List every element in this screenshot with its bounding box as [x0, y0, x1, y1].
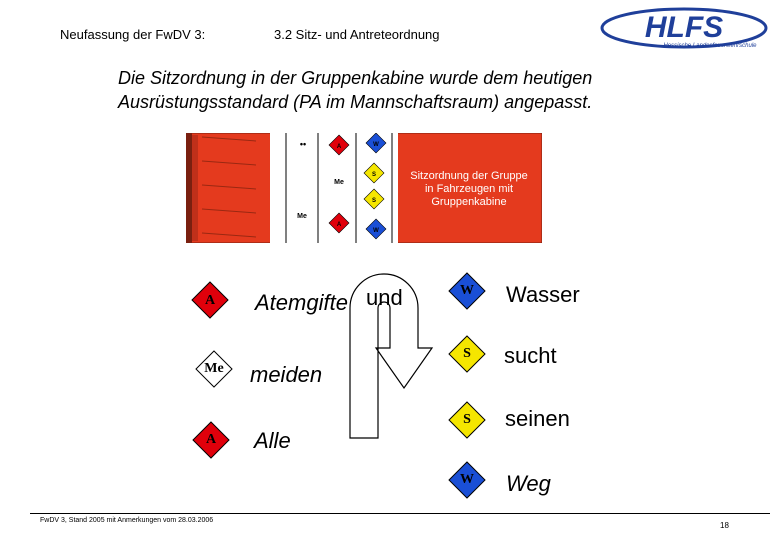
- logo-text: HLFS: [644, 11, 724, 44]
- symbol-a-bottom-label: A: [205, 432, 217, 447]
- header-title: Neufassung der FwDV 3:: [60, 27, 206, 42]
- intro-line-1: Die Sitzordnung in der Gruppenkabine wurde dem heutigen: [118, 68, 593, 88]
- word-atemgifte: Atemgifte: [255, 290, 348, 315]
- page-number: 18: [720, 521, 729, 530]
- section-title: 3.2 Sitz- und Antreteordnung: [274, 27, 440, 42]
- word-seinen: seinen: [505, 406, 570, 431]
- symbol-me-label: Me: [204, 361, 224, 376]
- word-und: und: [366, 285, 403, 310]
- svg-text:W: W: [373, 228, 379, 234]
- svg-text:W: W: [373, 142, 379, 148]
- seat-front-mid: Me: [334, 179, 344, 186]
- svg-text:S: S: [371, 198, 377, 204]
- symbol-a-top-label: A: [204, 293, 216, 308]
- word-sucht: sucht: [504, 343, 557, 368]
- cab-caption: Sitzordnung der Gruppe in Fahrzeugen mit Gruppenkabine: [410, 170, 528, 208]
- svg-text:A: A: [336, 222, 342, 228]
- symbol-s-1-label: S: [463, 346, 471, 361]
- word-meiden: meiden: [250, 362, 323, 387]
- footer-source: FwDV 3, Stand 2005 mit Anmerkungen vom 28.03.2006: [40, 517, 214, 524]
- svg-text:S: S: [371, 172, 377, 178]
- word-weg: Weg: [506, 471, 551, 496]
- symbol-w-bottom-label: W: [460, 472, 474, 487]
- intro-text: [118, 66, 718, 114]
- footer-divider: [30, 513, 770, 514]
- word-wasser: Wasser: [506, 282, 580, 307]
- svg-text:A: A: [336, 144, 342, 150]
- logo-subtext: Hessische Landesfeuerwehrschule: [663, 43, 757, 49]
- symbol-w-top-label: W: [460, 283, 474, 298]
- seat-front-low: Me: [297, 213, 307, 220]
- word-alle: Alle: [254, 428, 291, 453]
- seat-front-left: ••: [299, 139, 307, 149]
- intro-line-2: Ausrüstungsstandard (PA im Mannschaftsraum) angepasst.: [118, 92, 593, 112]
- symbol-s-2-label: S: [463, 412, 471, 427]
- hlfs-logo: [598, 6, 770, 52]
